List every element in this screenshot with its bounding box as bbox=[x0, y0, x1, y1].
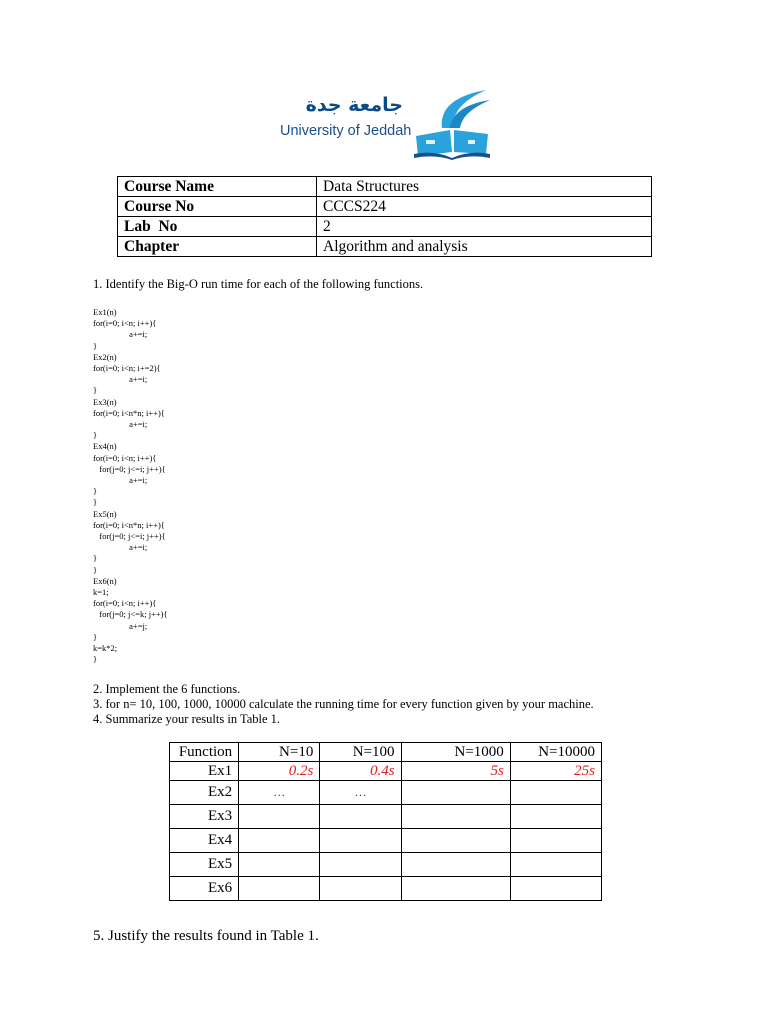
course-value: CCCS224 bbox=[317, 197, 652, 217]
row-label: Ex5 bbox=[170, 853, 239, 877]
table-row bbox=[170, 781, 602, 805]
result-cell bbox=[510, 781, 601, 805]
header-n10000: N=10000 bbox=[510, 743, 601, 762]
course-row bbox=[118, 237, 652, 257]
result-cell: … bbox=[320, 781, 401, 805]
results-header-row bbox=[170, 743, 602, 762]
course-value: Data Structures bbox=[317, 177, 652, 197]
result-cell bbox=[401, 877, 510, 901]
course-row bbox=[118, 217, 652, 237]
result-cell bbox=[401, 829, 510, 853]
question-2: 2. Implement the 6 functions. bbox=[93, 682, 241, 696]
result-cell bbox=[510, 805, 601, 829]
code-listing: Ex1(n) for(i=0; i<n; i++){ a+=i; } Ex2(n) for(i=0; i<n; i+=2){ a+=i; } Ex3(n) for(i=0; i<n*n; i++){ a+=i; } Ex4(n) for(i=0; i<n; i++){ for(j=0; j<=i; j++){ a+=i; } } Ex5(n) for(i=0; i<n*n; i++){ for(j=0; j<=i; j++){ a+=i; } } Ex6(n) k=1; for(i=0; i<n; i++){ for(j=0; j<=k; j++){ a+=j; } k=k*2; } bbox=[93, 307, 168, 665]
course-label: Lab No bbox=[118, 217, 317, 237]
result-cell bbox=[401, 781, 510, 805]
course-row bbox=[118, 177, 652, 197]
table-row bbox=[170, 829, 602, 853]
question-1: 1. Identify the Big-O run time for each of the following functions. bbox=[93, 277, 424, 291]
logo-arabic-text: جامعة جدة bbox=[305, 94, 403, 116]
header-function: Function bbox=[170, 743, 239, 762]
header-n1000: N=1000 bbox=[401, 743, 510, 762]
result-cell: 0.2s bbox=[239, 762, 320, 781]
result-cell bbox=[320, 829, 401, 853]
result-cell bbox=[320, 877, 401, 901]
result-cell: 5s bbox=[401, 762, 510, 781]
result-cell: 0.4s bbox=[320, 762, 401, 781]
result-cell bbox=[401, 805, 510, 829]
course-value: Algorithm and analysis bbox=[317, 237, 652, 257]
row-label: Ex1 bbox=[170, 762, 239, 781]
result-cell bbox=[239, 877, 320, 901]
course-info-table bbox=[117, 176, 652, 257]
table-row bbox=[170, 805, 602, 829]
result-cell bbox=[320, 853, 401, 877]
question-3: 3. for n= 10, 100, 1000, 10000 calculate the running time for every function given by your machine. bbox=[93, 697, 594, 711]
course-value: 2 bbox=[317, 217, 652, 237]
result-cell bbox=[239, 853, 320, 877]
header-n10: N=10 bbox=[239, 743, 320, 762]
question-4: 4. Summarize your results in Table 1. bbox=[93, 712, 281, 726]
table-row bbox=[170, 762, 602, 781]
row-label: Ex3 bbox=[170, 805, 239, 829]
table-row bbox=[170, 877, 602, 901]
result-cell bbox=[510, 829, 601, 853]
course-label: Chapter bbox=[118, 237, 317, 257]
question-5: 5. Justify the results found in Table 1. bbox=[93, 928, 319, 944]
result-cell bbox=[401, 853, 510, 877]
header-n100: N=100 bbox=[320, 743, 401, 762]
result-cell bbox=[510, 877, 601, 901]
university-logo bbox=[278, 88, 498, 160]
row-label: Ex2 bbox=[170, 781, 239, 805]
row-label: Ex4 bbox=[170, 829, 239, 853]
results-table bbox=[169, 742, 602, 901]
course-label: Course No bbox=[118, 197, 317, 217]
row-label: Ex6 bbox=[170, 877, 239, 901]
result-cell bbox=[239, 829, 320, 853]
result-cell: 25s bbox=[510, 762, 601, 781]
table-row bbox=[170, 853, 602, 877]
book-logo-icon bbox=[412, 88, 492, 160]
result-cell bbox=[320, 805, 401, 829]
result-cell: … bbox=[239, 781, 320, 805]
logo-english-text: University of Jeddah bbox=[280, 123, 412, 139]
course-row bbox=[118, 197, 652, 217]
result-cell bbox=[510, 853, 601, 877]
course-label: Course Name bbox=[118, 177, 317, 197]
result-cell bbox=[239, 805, 320, 829]
